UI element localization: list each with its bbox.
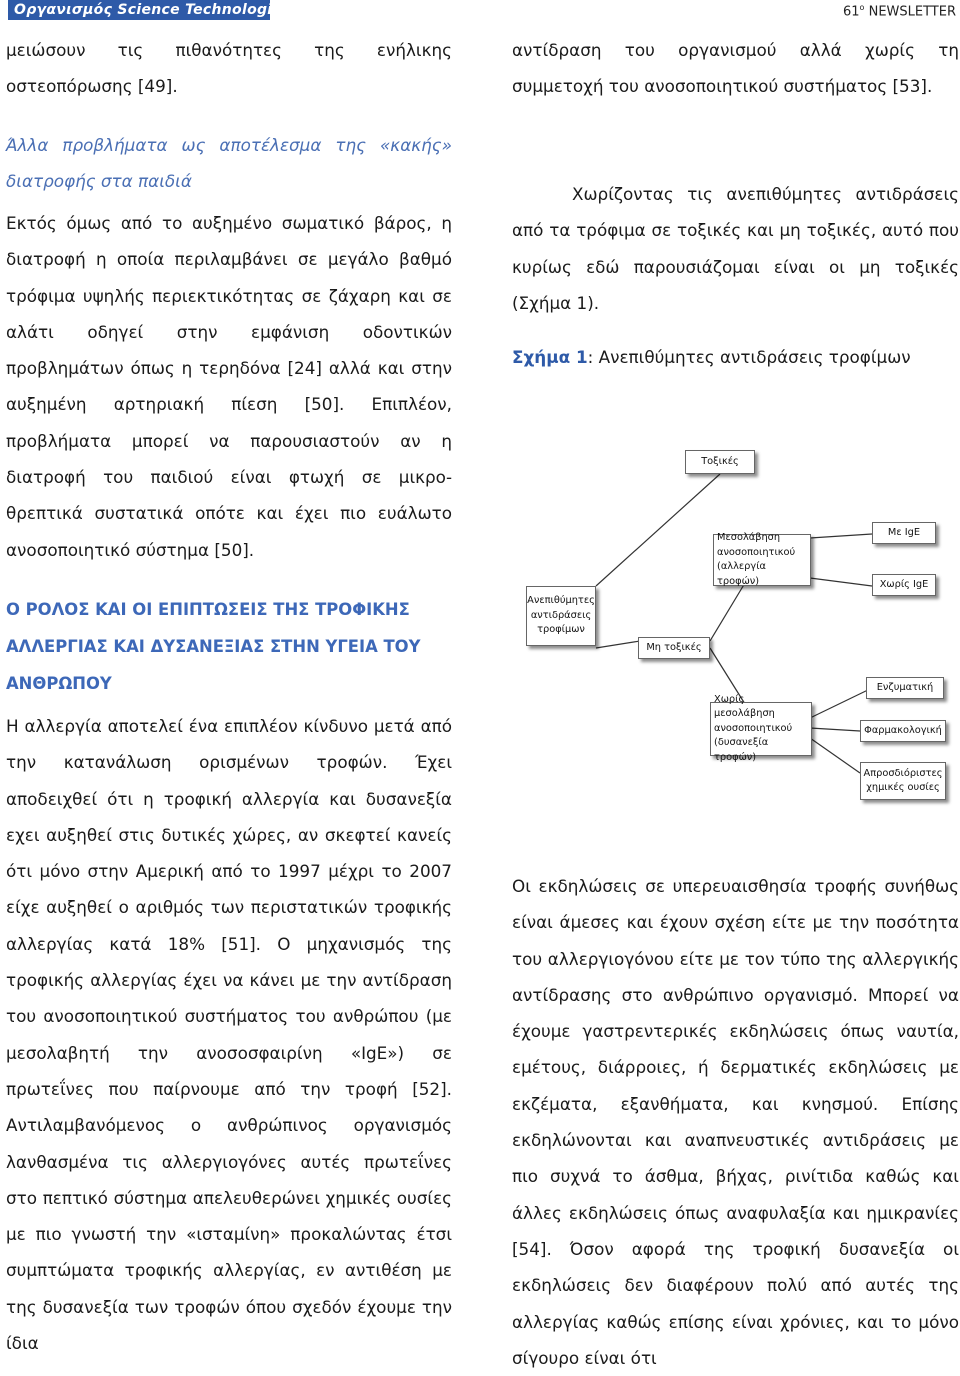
newsletter-label: NEWSLETTER [868,4,956,20]
figure-caption-text: : Ανεπιθύμητες αντιδράσεις τροφίμων [587,347,911,367]
figure-label: Σχήμα 1 [512,347,588,367]
box-non-toxic: Μη τοξικές [638,637,710,659]
box-toxic: Τοξικές [685,450,755,474]
connector-immune-without-ige [810,578,872,586]
paragraph-child-nutrition: Εκτός όμως από το αυξημένο σωματικό βάρος, η διατροφή η οποία περιλαμβάνει σε μεγάλο βαθμό τρόφιμα υψηλής περιεκτικότητας σε ζάχαρη και σε αλάτι οδηγεί στην εμφάνιση οδοντικών προβλημάτων όπως η τερηδόνα [24] αλλά και στην αυξημένη αρτηριακή πίεση [50]. Επιπλέον, προβλήματα μπορεί να παρουσιαστούν αν η διατροφή του παιδιού είναι φτωχή σε μικρο-θρεπτικά συστατικά οπότε και έχει πιο ευάλωτο ανοσοποιητικό σύστημα [50]. [6,213,452,560]
connector-immune-with-ige [810,534,872,538]
adverse-reactions-diagram [520,438,960,810]
paragraph-intolerance-end: αντίδραση του οργανισμού αλλά χωρίς τη συμμετοχή του ανοσοποιητικού συστήματος [53]. [512,40,959,97]
paragraph-osteoporosis-end: μειώσουν τις πιθανότητες της ενήλικης οστεοπόρωσης [49]. [6,40,452,97]
paragraph-reaction-types: Χωρίζοντας τις ανεπιθύμητες αντιδράσεις από τα τρόφιμα σε τοξικές και μη τοξικές, αυτό που κυρίως εδώ παρουσιάζομαι είναι οι μη τοξικές (Σχήμα 1). [512,184,959,313]
subheading-child-nutrition: Άλλα προβλήματα ως αποτέλεσμα της «κακής» διατροφής στα παιδιά [6,135,452,192]
box-enzymatic: Ενζυματική [866,677,944,699]
figure-caption [512,339,959,375]
box-immune-mediated: Μεσολάβηση ανοσοποιητικού (αλλεργία τροφών) [713,534,811,586]
paragraph-food-allergy: Η αλλεργία αποτελεί ένα επιπλέον κίνδυνο μετά από την κατανάλωση ορισμένων τροφών. Έχει αποδειχθεί ότι η τροφική αλλεργία και δυσανεξία εχει αυξηθεί στις δυτικές χώρες, αν σκεφτεί κανείς ότι μόνο στην Αμερική από το 1997 μέχρι το 2007 είχε αυξηθεί ο αριθμός των περιστατικών τροφικής αλλεργίας κατά 18% [51]. Ο μηχανισμός της τροφικής αλλεργίας έχει να κάνει με την αντίδραση του ανοσοποιητικού συστήματος του ανθρώπου (με μεσολαβητή την ανοσοσφαιρίνη «IgE») σε πρωτεΐνες που παίρνουμε από την τροφή [52]. Αντιλαμβανόμενος ο ανθρώπινος οργανισμός λανθασμένα τις αλλεργιογόνες αυτές πρωτεΐνες στο πεπτικό σύστημα απελευθερώνει χημικές ουσίες με πιο γνωστή την «ισταμίνη» προκαλώντας έτσι συμπτώματα τροφικής αλλεργίας, εν αντιθέση με της δυσανεξία των τροφών όπου σχεδόν έχουμε την ίδια [6,716,452,1354]
box-undefined-chemicals: Απροσδιόριστες χημικές ουσίες [860,762,946,800]
publisher-logo: Οργανισμός Science Technologies [8,0,270,20]
issue-ordinal: ο [859,3,865,12]
connector-nonimmune-pharma [810,728,860,731]
connector-root-nontoxic [596,641,640,648]
box-without-ige: Χωρίς IgE [872,574,936,596]
box-pharmacological: Φαρμακολογική [860,720,946,742]
section-heading-food-allergy: Ο ΡΟΛΟΣ ΚΑΙ ΟΙ ΕΠΙΠΤΩΣΕΙΣ ΤΗΣ ΤΡΟΦΙΚΗΣ ΑΛΛΕΡΓΙΑΣ ΚΑΙ ΔΥΣΑΝΕΞΙΑΣ ΣΤΗΝ ΥΓΕΙΑ ΤΟΥ ΑΝΘΡΩΠΟΥ [6,600,421,693]
paragraph-allergy-symptoms: Οι εκδηλώσεις σε υπερευαισθησία τροφής συνήθως είναι άμεσες και έχουν σχέση είτε με την ποσότητα του αλλεργιογόνου είτε με τον τύπο της αλλεργικής αντίδρασης στο ανθρώπινο οργανισμό. Μπορεί να έχουμε γαστρεντερικές εκδηλώσεις όπως ναυτία, εμέτους, διάρροιες, ή δερματικές εκδηλώσεις με εκζέματα, εξανθήματα, και κνησμού. Επίσης εκδηλώνονται και αναπνευστικές αντιδράσεις με πιο συχνά το άσθμα, βήχας, ρινίτιδα καθώς και άλλες εκδηλώσεις όπως αναφυλαξία και ημικρανίες [54]. Όσον αφορά της τροφική δυσανεξία οι εκδηλώσεις δεν διαφέρουν πολύ από αυτές της αλλεργίας καθώς επίσης είναι χρόνιες, και το μόνο σίγουρο είναι ότι [512,876,959,1368]
connector-nonimmune-chemicals [810,738,860,773]
left-column [6,0,452,1354]
box-non-immune: Χωρίς μεσολάβηση ανοσοποιητικού (δυσανεξία τροφών) [710,702,812,756]
box-with-ige: Με IgE [872,522,936,544]
connector-root-toxic [596,474,720,586]
issue-number: 61 [843,4,860,20]
box-root: Ανεπιθύμητες αντιδράσεις τροφίμων [526,586,596,646]
connector-nonimmune-enzymatic [810,688,872,718]
